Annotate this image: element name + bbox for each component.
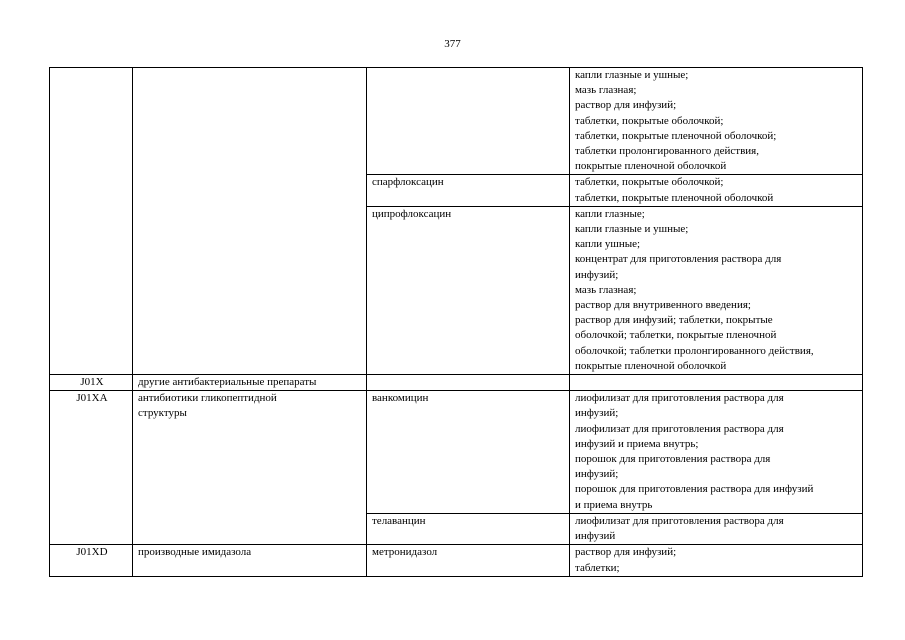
group-cell: другие антибактериальные препараты [133, 375, 367, 391]
form-line: раствор для внутривенного введения; [575, 299, 751, 312]
group-cell [133, 68, 367, 375]
form-line: раствор для инфузий; [575, 99, 677, 112]
atc-code-cell: J01XA [50, 391, 133, 545]
forms-cell [570, 175, 863, 206]
form-line: покрытые пленочной оболочкой [575, 359, 727, 372]
form-line: порошок для приготовления раствора для [575, 453, 771, 466]
form-line: мазь глазная; [575, 84, 637, 97]
atc-code-cell [50, 68, 133, 375]
group-cell [133, 391, 367, 545]
form-line: лиофилизат для приготовления раствора для [575, 514, 784, 527]
group-label: антибиотики гликопептидной структуры [138, 392, 277, 420]
form-line: инфузий; [575, 468, 619, 481]
form-line: инфузий и приема внутрь; [575, 437, 699, 450]
form-line: лиофилизат для приготовления раствора для [575, 392, 784, 405]
form-line: и приема внутрь [575, 498, 653, 511]
drug-cell: спарфлоксацин [367, 175, 570, 206]
atc-code-cell: J01X [50, 375, 133, 391]
form-line: таблетки; [575, 561, 620, 574]
form-line: капли глазные и ушные; [575, 69, 689, 81]
form-line: таблетки, покрытые пленочной оболочкой [575, 191, 774, 204]
drug-cell: телаванцин [367, 513, 570, 544]
form-line: оболочкой; таблетки, покрытые пленочной [575, 329, 777, 342]
form-line: инфузий [575, 530, 616, 543]
drug-cell [367, 68, 570, 175]
form-line: концентрат для приготовления раствора для [575, 253, 782, 266]
form-line: покрытые пленочной оболочкой [575, 160, 727, 173]
form-line: таблетки, покрытые оболочкой; [575, 176, 724, 189]
group-cell: производные имидазола [133, 545, 367, 576]
drug-cell [367, 375, 570, 391]
forms-cell [570, 513, 863, 544]
form-line: раствор для инфузий; [575, 546, 677, 559]
drug-cell: метронидазол [367, 545, 570, 576]
form-line: таблетки, покрытые пленочной оболочкой; [575, 129, 777, 142]
atc-code-cell: J01XD [50, 545, 133, 576]
form-line: инфузий; [575, 407, 619, 420]
form-line: таблетки, покрытые оболочкой; [575, 114, 724, 127]
forms-cell [570, 206, 863, 374]
forms-cell [570, 375, 863, 391]
form-line: капли ушные; [575, 238, 641, 251]
form-line: порошок для приготовления раствора для инфузий [575, 483, 814, 496]
forms-cell [570, 391, 863, 514]
drug-table [49, 67, 863, 577]
form-line: капли глазные и ушные; [575, 223, 689, 236]
table-row [50, 545, 863, 576]
table-row [50, 391, 863, 514]
drug-cell: ципрофлоксацин [367, 206, 570, 374]
page-number: 377 [444, 38, 461, 50]
forms-cell [570, 545, 863, 576]
drug-cell: ванкомицин [367, 391, 570, 514]
table-row [50, 68, 863, 175]
form-line: таблетки пролонгированного действия, [575, 145, 759, 158]
form-line: лиофилизат для приготовления раствора для [575, 422, 784, 435]
form-line: раствор для инфузий; таблетки, покрытые [575, 314, 773, 327]
form-line: капли глазные; [575, 207, 645, 220]
forms-cell [570, 68, 863, 175]
form-line: мазь глазная; [575, 283, 637, 296]
form-line: оболочкой; таблетки пролонгированного действия, [575, 344, 814, 357]
form-line: инфузий; [575, 268, 619, 281]
table-row [50, 375, 863, 391]
